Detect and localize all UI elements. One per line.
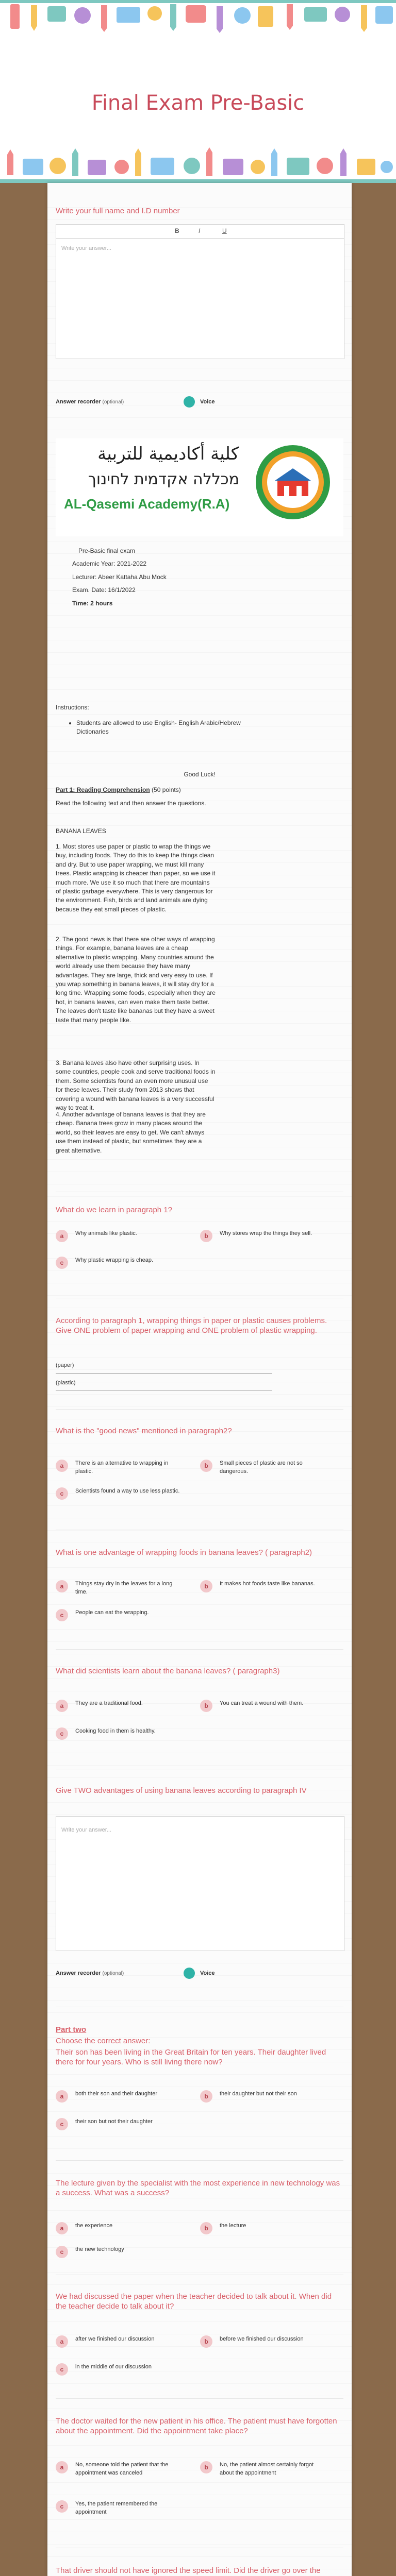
bottom-decoration <box>0 144 396 175</box>
question-3-option-b[interactable] <box>200 1459 334 1483</box>
part2-question-1-option-a[interactable] <box>56 2089 190 2114</box>
option-letter: c <box>56 2500 68 2513</box>
option-letter: a <box>56 2090 68 2103</box>
instructions-bullet: • Students are allowed to use English- English Arabic/Hebrew Dictionaries <box>76 719 252 737</box>
question-3-prompt: What is the "good news" mentioned in paragraph2? <box>56 1427 232 1435</box>
option-text: Small pieces of plastic are not so dangerous. <box>220 1460 303 1475</box>
part2-question-3-prompt: We had discussed the paper when the teacher decided to talk about it. When did the teacher decide to talk about it? <box>56 2292 332 2311</box>
name-answer-box[interactable] <box>56 224 344 359</box>
option-letter: a <box>56 2461 68 2473</box>
recorder-label-text: Answer recorder <box>56 399 101 405</box>
question-4-prompt: What is one advantage of wrapping foods in banana leaves? ( paragraph2) <box>56 1548 312 1557</box>
option-text: their daughter but not their son <box>220 2091 297 2097</box>
option-text: Things stay dry in the leaves for a long time. <box>75 1581 173 1595</box>
question-5-option-a[interactable] <box>56 1699 190 1723</box>
question-5-option-c[interactable] <box>56 1726 190 1751</box>
option-letter: b <box>200 2090 212 2103</box>
top-decoration <box>0 0 396 31</box>
option-letter: b <box>200 1700 212 1712</box>
part2-question-1-option-c[interactable] <box>56 2117 190 2142</box>
option-text: both their son and their daughter <box>75 2091 158 2097</box>
worksheet <box>47 183 352 2576</box>
question-6-prompt: Give TWO advantages of using banana leaves according to paragraph IV <box>56 1786 307 1795</box>
question-6-answer-box[interactable] <box>56 1816 344 1951</box>
recorder-label-text: Answer recorder <box>56 1970 101 1976</box>
part2-question-1-prompt: Their son has been living in the Great Britain for ten years. Their daughter lived there for four years. Who is still living there now? <box>56 2048 326 2066</box>
text-format-toolbar <box>56 225 344 239</box>
answer-placeholder: Write your answer... <box>61 1827 111 1833</box>
option-text: after we finished our discussion <box>75 2336 155 2342</box>
underline-button[interactable]: U <box>222 227 227 234</box>
option-letter: b <box>200 1460 212 1472</box>
question-1-option-a[interactable] <box>56 1229 190 1253</box>
option-text: Why animals like plastic. <box>75 1230 137 1236</box>
part2-question-2-option-b[interactable] <box>200 2221 334 2246</box>
option-text: the experience <box>75 2223 113 2229</box>
option-letter: a <box>56 1230 68 1242</box>
exam-info-line-5: Time: 2 hours <box>72 599 113 607</box>
paper-fill-blank[interactable] <box>56 1373 272 1374</box>
exam-info-line-4: Exam. Date: 16/1/2022 <box>72 586 136 594</box>
italic-button[interactable]: I <box>199 227 201 234</box>
plastic-fill-label: (plastic) <box>56 1380 76 1386</box>
instructions-list <box>66 719 252 737</box>
option-text: No, someone told the patient that the appointment was canceled <box>75 2462 169 2476</box>
option-letter: c <box>56 2363 68 2376</box>
option-text: the lecture <box>220 2223 246 2229</box>
good-luck-text: Good Luck! <box>184 771 216 778</box>
passage-title: BANANA LEAVES <box>56 827 106 835</box>
question-1-prompt: What do we learn in paragraph 1? <box>56 1206 172 1214</box>
option-text: There is an alternative to wrapping in plastic. <box>75 1460 169 1475</box>
question-4-option-b[interactable] <box>200 1579 334 1604</box>
option-letter: a <box>56 2222 68 2234</box>
part2-question-2-option-c[interactable] <box>56 2245 190 2269</box>
part2-question-1-option-b[interactable] <box>200 2089 334 2114</box>
part2-question-5-prompt: That driver should not have ignored the speed limit. Did the driver go over the <box>56 2566 321 2575</box>
paper-fill-label: (paper) <box>56 1362 74 1368</box>
option-text: You can treat a wound with them. <box>220 1700 304 1706</box>
page-title: Final Exam Pre-Basic <box>91 91 305 115</box>
school-english-name: AL-Qasemi Academy(R.A) <box>64 496 230 512</box>
passage-paragraph-4: 4. Another advantage of banana leaves is that they are cheap. Banana trees grow in many places around the world, so their leaves are easy to get. We can't always use them instead of plastic, but sometimes they are a great alternative. <box>56 1111 206 1154</box>
divider <box>56 2160 343 2161</box>
option-text: their son but not their daughter <box>75 2119 153 2125</box>
recorder-optional-text: (optional) <box>102 1971 124 1976</box>
school-supplies-border-top <box>0 0 396 36</box>
school-header <box>56 438 343 536</box>
exam-info <box>72 547 278 608</box>
option-letter: c <box>56 1609 68 1621</box>
school-supplies-border-bottom <box>0 144 396 183</box>
question-1-option-c[interactable] <box>56 1256 190 1280</box>
option-text: Why stores wrap the things they sell. <box>220 1230 312 1236</box>
voice-record-button[interactable] <box>184 1968 195 1979</box>
voice-record-button[interactable] <box>184 396 195 408</box>
answer-placeholder: Write your answer... <box>61 245 111 251</box>
exam-info-line-1: Pre-Basic final exam <box>78 547 136 554</box>
part1-title: Part 1: Reading Comprehension <box>56 786 150 793</box>
option-letter: b <box>200 2222 212 2234</box>
option-letter: c <box>56 1727 68 1740</box>
question-4-option-a[interactable] <box>56 1579 190 1604</box>
divider <box>56 2398 343 2399</box>
option-text: It makes hot foods taste like bananas. <box>220 1581 315 1587</box>
part2-question-4-prompt: The doctor waited for the new patient in his office. The patient must have forgotten about the appointment. Did the appointment take place? <box>56 2417 337 2435</box>
part2-question-3-option-c[interactable] <box>56 2362 190 2387</box>
school-hebrew-name: מכללה אקדמית לחינוך <box>88 470 239 488</box>
question-5-prompt: What did scientists learn about the banana leaves? ( paragraph3) <box>56 1667 280 1675</box>
question-1-option-b[interactable] <box>200 1229 334 1253</box>
option-letter: a <box>56 1460 68 1472</box>
passage-paragraph-2: 2. The good news is that there are other ways of wrapping things. For example, banana leaves are a cheap alternative to plastic wrapping. Many countries around the world already use them because they have many advantages. They are large, thick and very easy to use. If you wrap something in banana leaves, it will stay dry for a long time. Wrapping some foods, especially when they are hot, in banana leaves, can even make them taste better. The leaves don't taste like bananas but they have a sweet taste that many people like. <box>56 936 216 1024</box>
school-logo-icon <box>254 444 332 521</box>
option-text: Scientists found a way to use less plastic. <box>75 1488 180 1494</box>
part2-question-2-prompt: The lecture given by the specialist with the most experience in new technology was a success. What was a success? <box>56 2179 340 2197</box>
option-letter: c <box>56 1257 68 1269</box>
question-5-option-b[interactable] <box>200 1699 334 1723</box>
question-3-option-a[interactable] <box>56 1459 190 1483</box>
option-letter: b <box>200 1230 212 1242</box>
option-letter: c <box>56 2246 68 2258</box>
name-question-prompt: Write your full name and I.D number <box>56 207 180 215</box>
part2-question-2-option-a[interactable] <box>56 2221 190 2246</box>
divider <box>56 1409 343 1410</box>
option-letter: b <box>200 2335 212 2348</box>
part1-heading <box>56 786 181 794</box>
option-letter: b <box>200 1580 212 1592</box>
part2-question-4-option-a[interactable] <box>56 2460 190 2491</box>
option-letter: a <box>56 1700 68 1712</box>
part2-question-3-option-a[interactable] <box>56 2334 190 2359</box>
option-text: Cooking food in them is healthy. <box>75 1728 156 1734</box>
school-arabic-name: كلية أكاديمية للتربية <box>97 444 239 464</box>
option-letter: c <box>56 2118 68 2130</box>
option-text: Why plastic wrapping is cheap. <box>75 1257 154 1263</box>
option-text: People can eat the wrapping. <box>75 1609 149 1616</box>
part2-question-4-option-b[interactable] <box>200 2460 334 2491</box>
voice-label: Voice <box>200 1970 215 1976</box>
page-header <box>0 0 396 183</box>
answer-recorder-label <box>56 1970 124 1976</box>
divider <box>56 1649 343 1650</box>
part1-instruction: Read the following text and then answer the questions. <box>56 800 206 807</box>
recorder-optional-text: (optional) <box>102 399 124 405</box>
voice-label: Voice <box>200 399 215 405</box>
option-text: the new technology <box>75 2246 124 2252</box>
option-letter: c <box>56 1487 68 1500</box>
passage-paragraph-3: 3. Banana leaves also have other surprising uses. In some countries, people cook and serve traditional foods in them. Some scientists found an even more unusual use for these leaves. Their study from 2013 shows that covering a wound with banana leaves is a very successful way to treat it. <box>56 1059 216 1111</box>
question-3-option-c[interactable] <box>56 1486 190 1511</box>
option-text: before we finished our discussion <box>220 2336 304 2342</box>
instructions-heading: Instructions: <box>56 704 89 711</box>
part2-question-4-option-c[interactable] <box>56 2499 190 2530</box>
option-text: No, the patient almost certainly forgot about the appointment <box>220 2462 314 2476</box>
part2-question-3-option-b[interactable] <box>200 2334 334 2359</box>
part1-points: (50 points) <box>150 786 181 793</box>
exam-info-line-2: Academic Year: 2021-2022 <box>72 560 147 568</box>
part2-heading: Part two <box>56 2025 87 2034</box>
option-letter: a <box>56 1580 68 1592</box>
exam-info-line-3: Lecturer: Abeer Kattaha Abu Mock <box>72 573 167 581</box>
question-2-prompt: According to paragraph 1, wrapping things in paper or plastic causes problems. Give ONE problem of paper wrapping and ONE problem of plastic wrapping. <box>56 1316 327 1335</box>
option-letter: b <box>200 2461 212 2473</box>
option-letter: a <box>56 2335 68 2348</box>
option-text: in the middle of our discussion <box>75 2364 152 2370</box>
question-4-option-c[interactable] <box>56 1608 190 1633</box>
part2-instruction: Choose the correct answer: <box>56 2037 151 2045</box>
answer-recorder-label <box>56 399 124 405</box>
option-text: They are a traditional food. <box>75 1700 143 1706</box>
passage-paragraph-1: 1. Most stores use paper or plastic to wrap the things we buy, including foods. They do this to keep the things clean and dry. But to use paper wrapping, we must kill many trees. Plastic wrapping is cheaper than paper, so we use it much more. We use it so much that there are mountains of plastic garbage everywhere. This is very dangerous for the environment. Fish, birds and land animals are dying because they eat small pieces of plastic. <box>56 843 216 913</box>
option-text: Yes, the patient remembered the appointment <box>75 2501 158 2515</box>
bold-button[interactable]: B <box>175 227 179 234</box>
